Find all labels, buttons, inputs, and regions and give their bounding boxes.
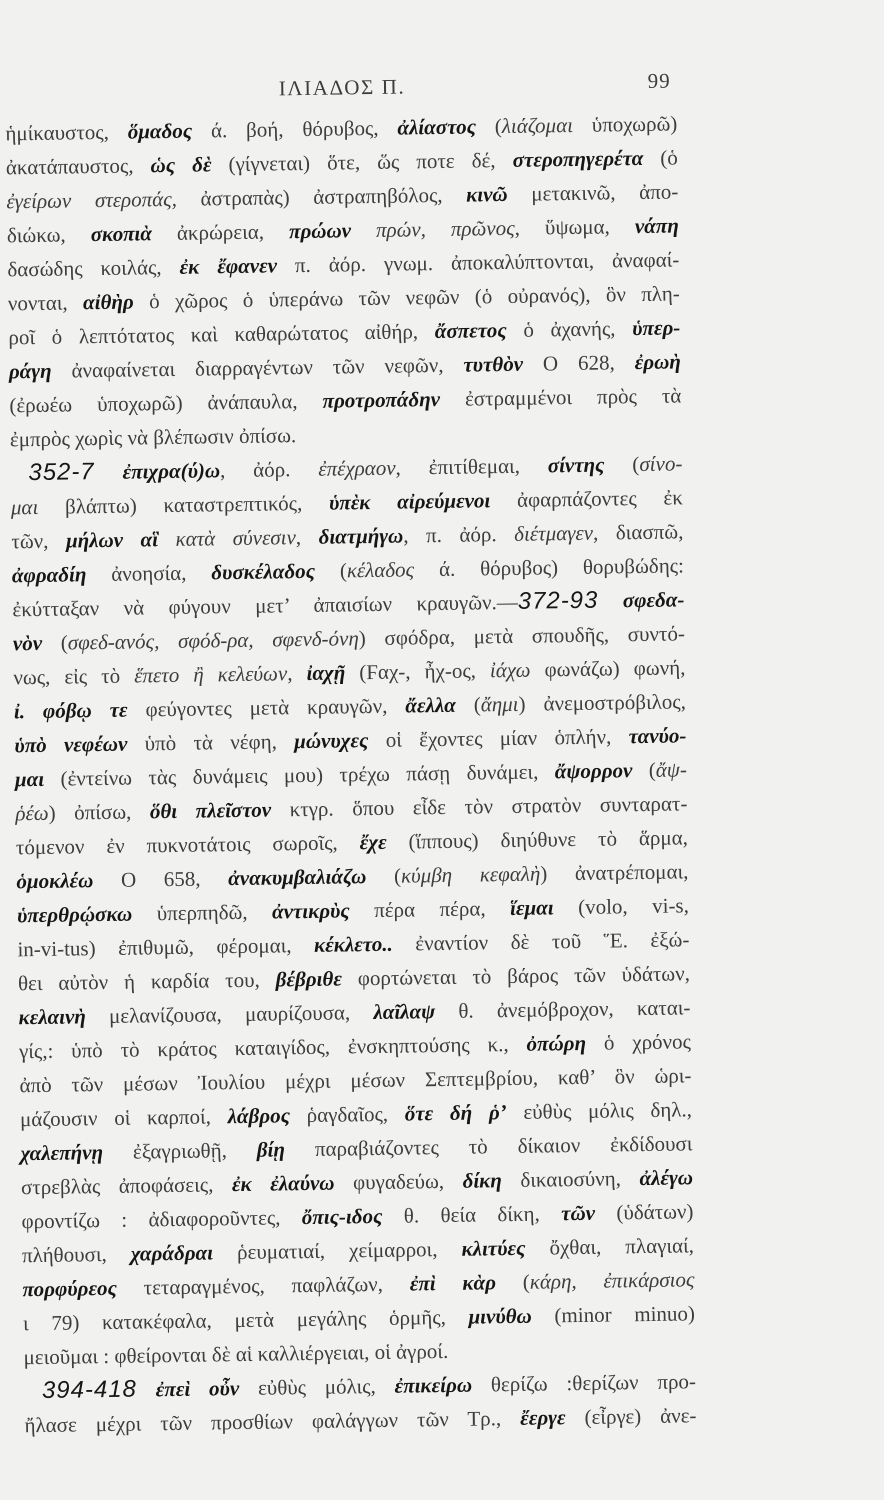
gloss-text: (γίγνεται) ὅτε, ὥς ποτε δέ,: [211, 147, 513, 177]
lemma: ὑπὲκ αἰρεύμενοι: [328, 488, 491, 515]
lemma: ὡς δὲ: [150, 152, 212, 178]
lemma: κέκλετο..: [313, 931, 393, 957]
gloss-text: ἀπὸ τῶν μέσων Ἰουλίου μέχρι μέσων Σεπτεμβρίου, καθ’ ὃν ὡρι-: [19, 1063, 692, 1098]
italic-term: ἄψ-: [655, 757, 688, 782]
gloss-text: , διασπῶ,: [592, 519, 684, 545]
lemma: σίντης: [547, 452, 605, 478]
lemma: ἵεμαι: [509, 895, 554, 921]
lemma: τυτθὸν: [463, 351, 524, 377]
gloss-text: παραβιάζοντες τὸ δίκαιον ἐκδίδουσι: [284, 1131, 693, 1162]
gloss-text: (: [455, 692, 481, 717]
gloss-text: , ἀόρ.: [219, 456, 319, 483]
gloss-text: κτγρ. ὅπου εἶδε τὸν στρατὸν συνταρατ-: [270, 791, 688, 822]
gloss-text: θει αὐτὸν ἡ καρδία του,: [17, 967, 276, 996]
italic-term: σίνο-: [639, 451, 683, 477]
lemma: ὑπὸ νεφέων: [14, 731, 128, 758]
gloss-text: ) ἀνατρέπομαι,: [540, 859, 689, 886]
lemma: βίῃ: [256, 1137, 286, 1162]
commentary-text: [5, 106, 697, 1442]
gloss-text: (ἐρωέω ὑποχωρῶ) ἀνάπαυλα,: [9, 388, 323, 418]
lemma: ἔεργε: [519, 1405, 566, 1430]
gloss-text: ά. θόρυβος) θορυβώδης:: [413, 553, 685, 582]
gloss-text: (: [632, 757, 656, 783]
gloss-text: τῶν,: [11, 528, 67, 554]
lemma: αἰθὴρ: [82, 289, 134, 315]
lemma: μώνυχες: [294, 728, 369, 754]
gloss-text: ) ὀπίσω,: [48, 799, 151, 825]
italic-term: λιάζομαι: [501, 112, 574, 139]
italic-term: ἰάχω: [489, 657, 531, 683]
italic-term: ῥέω: [15, 800, 49, 826]
lemma: ἀλέγω: [639, 1165, 694, 1191]
gloss-text: (volo, vi-s,: [553, 893, 690, 920]
lemma: κελαινὴ: [18, 1004, 87, 1030]
lemma: πρώων: [288, 218, 352, 244]
lemma: ἀλίαστος: [397, 114, 477, 140]
lemma: ὑπερθρῴσκω: [16, 901, 133, 928]
lemma: ἄελλα: [405, 692, 456, 718]
italic-term: κάρη, ἐπικάρσιος: [529, 1267, 695, 1294]
gloss-text: μειοῦμαι : φθείρονται δὲ αἱ καλλιέργειαι, οἱ ἀγροί.: [23, 1338, 449, 1370]
lemma: ἐπιχρα(ύ)ω: [94, 458, 221, 485]
lemma: ἔχε: [359, 829, 387, 855]
gloss-text: ) σφόδρα, μετὰ σπουδῆς, συντό-: [358, 621, 686, 651]
italic-term: διέτμαγεν: [514, 520, 594, 546]
lemma: στεροπηγερέτα: [512, 145, 644, 172]
lemma: προτροπάδην: [322, 386, 441, 413]
gloss-text: (: [366, 863, 402, 889]
gloss-text: ἀκρώρεια,: [151, 219, 290, 246]
gloss-text: μάζουσιν οἱ καρποί,: [19, 1104, 228, 1132]
gloss-text: ὁ ἀχανής,: [506, 316, 633, 342]
gloss-text: θ. ἀνεμόβροχον, καται-: [434, 995, 691, 1024]
gloss-text: (: [41, 630, 68, 655]
lemma: ὑπερ-: [631, 315, 681, 341]
lemma: ὅμαδος: [127, 118, 193, 144]
lemma: ἀφραδίη: [11, 562, 87, 588]
lemma: ὅτε δή ῥ’: [404, 1100, 507, 1126]
lemma: ἄσπετος: [434, 317, 507, 344]
italic-term: κατὰ σύνεσιν: [157, 525, 296, 552]
gloss-text: ἡμίκαυστος,: [5, 119, 128, 146]
gloss-text: Ο 628,: [522, 350, 635, 376]
lemma: χαλεπήνῃ: [20, 1140, 104, 1166]
gloss-text: ἀκατάπαυστος,: [5, 153, 151, 180]
page-number: 99: [647, 68, 671, 93]
lemma: ἐπὶ κὰρ: [409, 1270, 497, 1296]
lemma: κινῶ: [465, 181, 508, 207]
gloss-text: ) ἀνεμοστρόβιλος,: [518, 689, 687, 716]
gloss-text: π. ἀόρ. γνωμ. ἀποκαλύπτονται, ἀναφαί-: [276, 247, 680, 278]
gloss-text: ἐκύτταξαν νὰ φύγουν μετ’ ἀπαισίων κραυγῶν.—: [12, 589, 518, 622]
lemma: ἐπεὶ οὖν: [136, 1376, 240, 1402]
gloss-text: θερίζω :θερίζων προ-: [471, 1369, 697, 1397]
gloss-text: (: [604, 452, 640, 477]
lemma: ὁμοκλέω: [16, 868, 94, 894]
gloss-text: ὄχθαι, πλαγιαί,: [525, 1233, 695, 1260]
italic-term: πρών, πρῶνος: [350, 215, 515, 243]
lemma: ἐπικείρω: [394, 1372, 473, 1398]
gloss-text: , ἐπιτίθεμαι,: [395, 453, 548, 480]
gloss-text: γίς,: ὑπὸ τὸ κράτος καταιγίδος, ἐνσκηπτούσης κ.,: [18, 1031, 527, 1064]
lemma: χαράδραι: [130, 1240, 214, 1266]
lemma: ράγη: [8, 358, 52, 384]
gloss-text: δικαιοσύνη,: [501, 1166, 640, 1193]
gloss-text: ὑπὸ τὰ νέφη,: [127, 729, 295, 756]
lemma: πορφύρεος: [22, 1275, 118, 1302]
lemma: βέβριθε: [275, 966, 343, 992]
italic-term: κύμβη κεφαλὴ: [400, 861, 541, 888]
gloss-text: ἐξαγριωθῇ,: [102, 1137, 258, 1165]
lemma: ἐκ ἐλαύνω: [231, 1170, 335, 1197]
gloss-text: διώκω,: [6, 222, 91, 248]
lemma: ἰαχῇ: [306, 660, 346, 685]
gloss-text: ὁ χρόνος: [585, 1029, 692, 1055]
lemma: νὸν: [12, 630, 43, 656]
gloss-text: (ἐντείνω τὰς δυνάμεις μου) τρέχω πάσῃ δυνάμει,: [43, 759, 555, 791]
lemma: ἄψορρον: [554, 758, 633, 784]
gloss-text: οἱ ἔχοντες μίαν ὁπλήν,: [368, 724, 629, 753]
gloss-text: Ο 658,: [93, 866, 229, 893]
lemma: μήλων αἳ: [65, 527, 159, 553]
gloss-text: εὐθὺς μόλις δηλ.,: [506, 1097, 693, 1125]
gloss-text: εὐθὺς μόλις,: [238, 1373, 395, 1401]
lemma: μαι: [14, 766, 45, 792]
verse-range: 372-93: [517, 586, 599, 615]
gloss-text: (ἵππους) διηύθυνε τὸ ἅρμα,: [386, 825, 689, 854]
gloss-text: ά. βοή, θόρυβος,: [191, 115, 398, 143]
gloss-text: ῥαγδαῖος,: [289, 1101, 405, 1128]
lemma: ὄπις-ιδος: [301, 1203, 383, 1230]
gloss-text: φορτώνεται τὸ βάρος τῶν ὑδάτων,: [341, 961, 691, 991]
italic-term: ἕπετο ἢ κελεύων: [133, 661, 288, 688]
lemma: τῶν: [560, 1200, 596, 1226]
italic-term: κέλαδος: [346, 557, 415, 583]
gloss-text: νως, εἰς τὸ: [13, 663, 135, 690]
italic-term: σφεδ-ανός, σφόδ-ρα, σφενδ-όνη: [67, 626, 359, 655]
lemma: ὀπώρη: [526, 1030, 587, 1056]
gloss-text: ,: [287, 660, 307, 686]
italic-term: ἐπέχραον: [318, 455, 396, 481]
gloss-text: φυγαδεύω,: [334, 1168, 463, 1195]
lemma: τανύο-: [628, 723, 687, 749]
lemma: μινύθω: [468, 1303, 532, 1329]
italic-term: ἐγείρων στεροπάς,: [6, 186, 178, 214]
gloss-text: , ὕψωμα,: [514, 214, 636, 240]
gloss-text: ὁ χῶρος ὁ ὑπεράνω τῶν νεφῶν (ὁ οὐρανός), ὃν πλη-: [133, 281, 680, 314]
lemma: ἀντικρὺς: [271, 898, 350, 924]
gloss-text: ὑποχωρῶ): [572, 111, 678, 137]
verse-range: 394-418: [41, 1375, 138, 1404]
gloss-text: μελανίζουσα, μαυρίζουσα,: [85, 1000, 374, 1029]
lemma: ἐρωὴ: [634, 349, 681, 375]
lemma: κλιτύες: [461, 1235, 526, 1261]
gloss-text: ἐμπρὸς χωρὶς νὰ βλέπωσιν ὀπίσω.: [9, 423, 297, 452]
gloss-text: τόμενον ἐν πυκνοτάτοις σωροῖς,: [15, 830, 360, 860]
gloss-text: ἀναφαίνεται διαρραγέντων τῶν νεφῶν,: [51, 352, 464, 383]
gloss-text: ἐστραμμένοι πρὸς τὰ: [439, 383, 682, 411]
gloss-text: ὑπερπηδῶ,: [132, 899, 273, 926]
lemma: ἰ. φόβῳ τε: [13, 697, 128, 724]
gloss-text: φωνάζω) φωνή,: [530, 655, 686, 682]
gloss-text: βλάπτω) καταστρεπτικός,: [38, 490, 330, 519]
gloss-text: δασώδης κοιλάς,: [7, 254, 180, 282]
gloss-text: νονται,: [7, 290, 84, 316]
lemma: σκοπιὰ: [90, 221, 153, 247]
verse-range: 352-7: [28, 458, 95, 487]
gloss-text: (: [475, 114, 502, 139]
gloss-text: τεταραγμένος, παφλάζων,: [116, 1271, 410, 1300]
gloss-text: ἀφαρπάζοντες ἐκ: [490, 485, 684, 513]
lemma: νάπη: [634, 213, 679, 239]
lemma: λαῖλαψ: [373, 999, 436, 1025]
lemma: ἀνακυμβαλιάζω: [228, 864, 367, 891]
italic-term: ἄημι: [480, 691, 519, 717]
gloss-text: (εἶργε) ἀνε-: [565, 1403, 697, 1430]
gloss-text: ἀστραπὰς) ἀστραπηβόλος,: [176, 182, 467, 211]
gloss-text: ι 79) κατακέφαλα, μετὰ μεγάλης ὁρμῆς,: [22, 1304, 469, 1336]
gloss-text: ἐναντίον δὲ τοῦ Ἕ. ἐξώ-: [392, 927, 690, 956]
lemma: ὅθι πλεῖστον: [149, 797, 272, 824]
gloss-text: ἀνοησία,: [86, 560, 212, 587]
lemma: σφεδα-: [598, 587, 685, 613]
gloss-text: ῥευματιαί, χείμαρροι,: [212, 1236, 462, 1265]
gloss-text: (Ϝαχ-, ἦχ-ος,: [345, 658, 491, 685]
gloss-text: πλήθουσι,: [21, 1241, 131, 1268]
gloss-text: στρεβλὰς ἀποφάσεις,: [20, 1172, 233, 1200]
gloss-text: (ὁ: [643, 145, 678, 170]
gloss-text: (ὑδάτων): [594, 1199, 694, 1225]
gloss-text: in-vi-tus) ἐπιθυμῶ, φέρομαι,: [17, 932, 315, 962]
gloss-text: φροντίζω : ἀδιαφοροῦντες,: [21, 1205, 302, 1234]
gloss-text: πέρα πέρα,: [349, 896, 511, 923]
gloss-text: , π. ἀόρ.: [403, 521, 515, 548]
italic-term: μαι: [10, 494, 39, 520]
gloss-text: (minor minuo): [531, 1301, 696, 1328]
lemma: δυσκέλαδος: [211, 558, 316, 585]
lemma: λάβρος: [227, 1103, 291, 1129]
gloss-text: ἤλασε μέχρι τῶν προσθίων φαλάγγων τῶν Τρ.,: [24, 1405, 521, 1438]
running-title: ΙΛΙΑΔΟΣ Π.: [278, 74, 406, 101]
lemma: δίκη: [462, 1168, 503, 1193]
gloss-text: ,: [295, 524, 319, 550]
gloss-text: μετακινῶ, ἀπο-: [507, 179, 679, 206]
gloss-text: (: [495, 1269, 530, 1295]
lemma: διατμήγω: [318, 523, 404, 549]
gloss-text: φεύγοντες μετὰ κραυγῶν,: [127, 693, 406, 722]
gloss-text: θ. θεία δίκη,: [382, 1201, 562, 1228]
gloss-text: (: [314, 558, 348, 583]
lemma: ἐκ ἔφανεν: [179, 253, 278, 279]
gloss-text: ροῖ ὁ λεπτότατος καὶ καθαρώτατος αἰθήρ,: [8, 319, 435, 350]
